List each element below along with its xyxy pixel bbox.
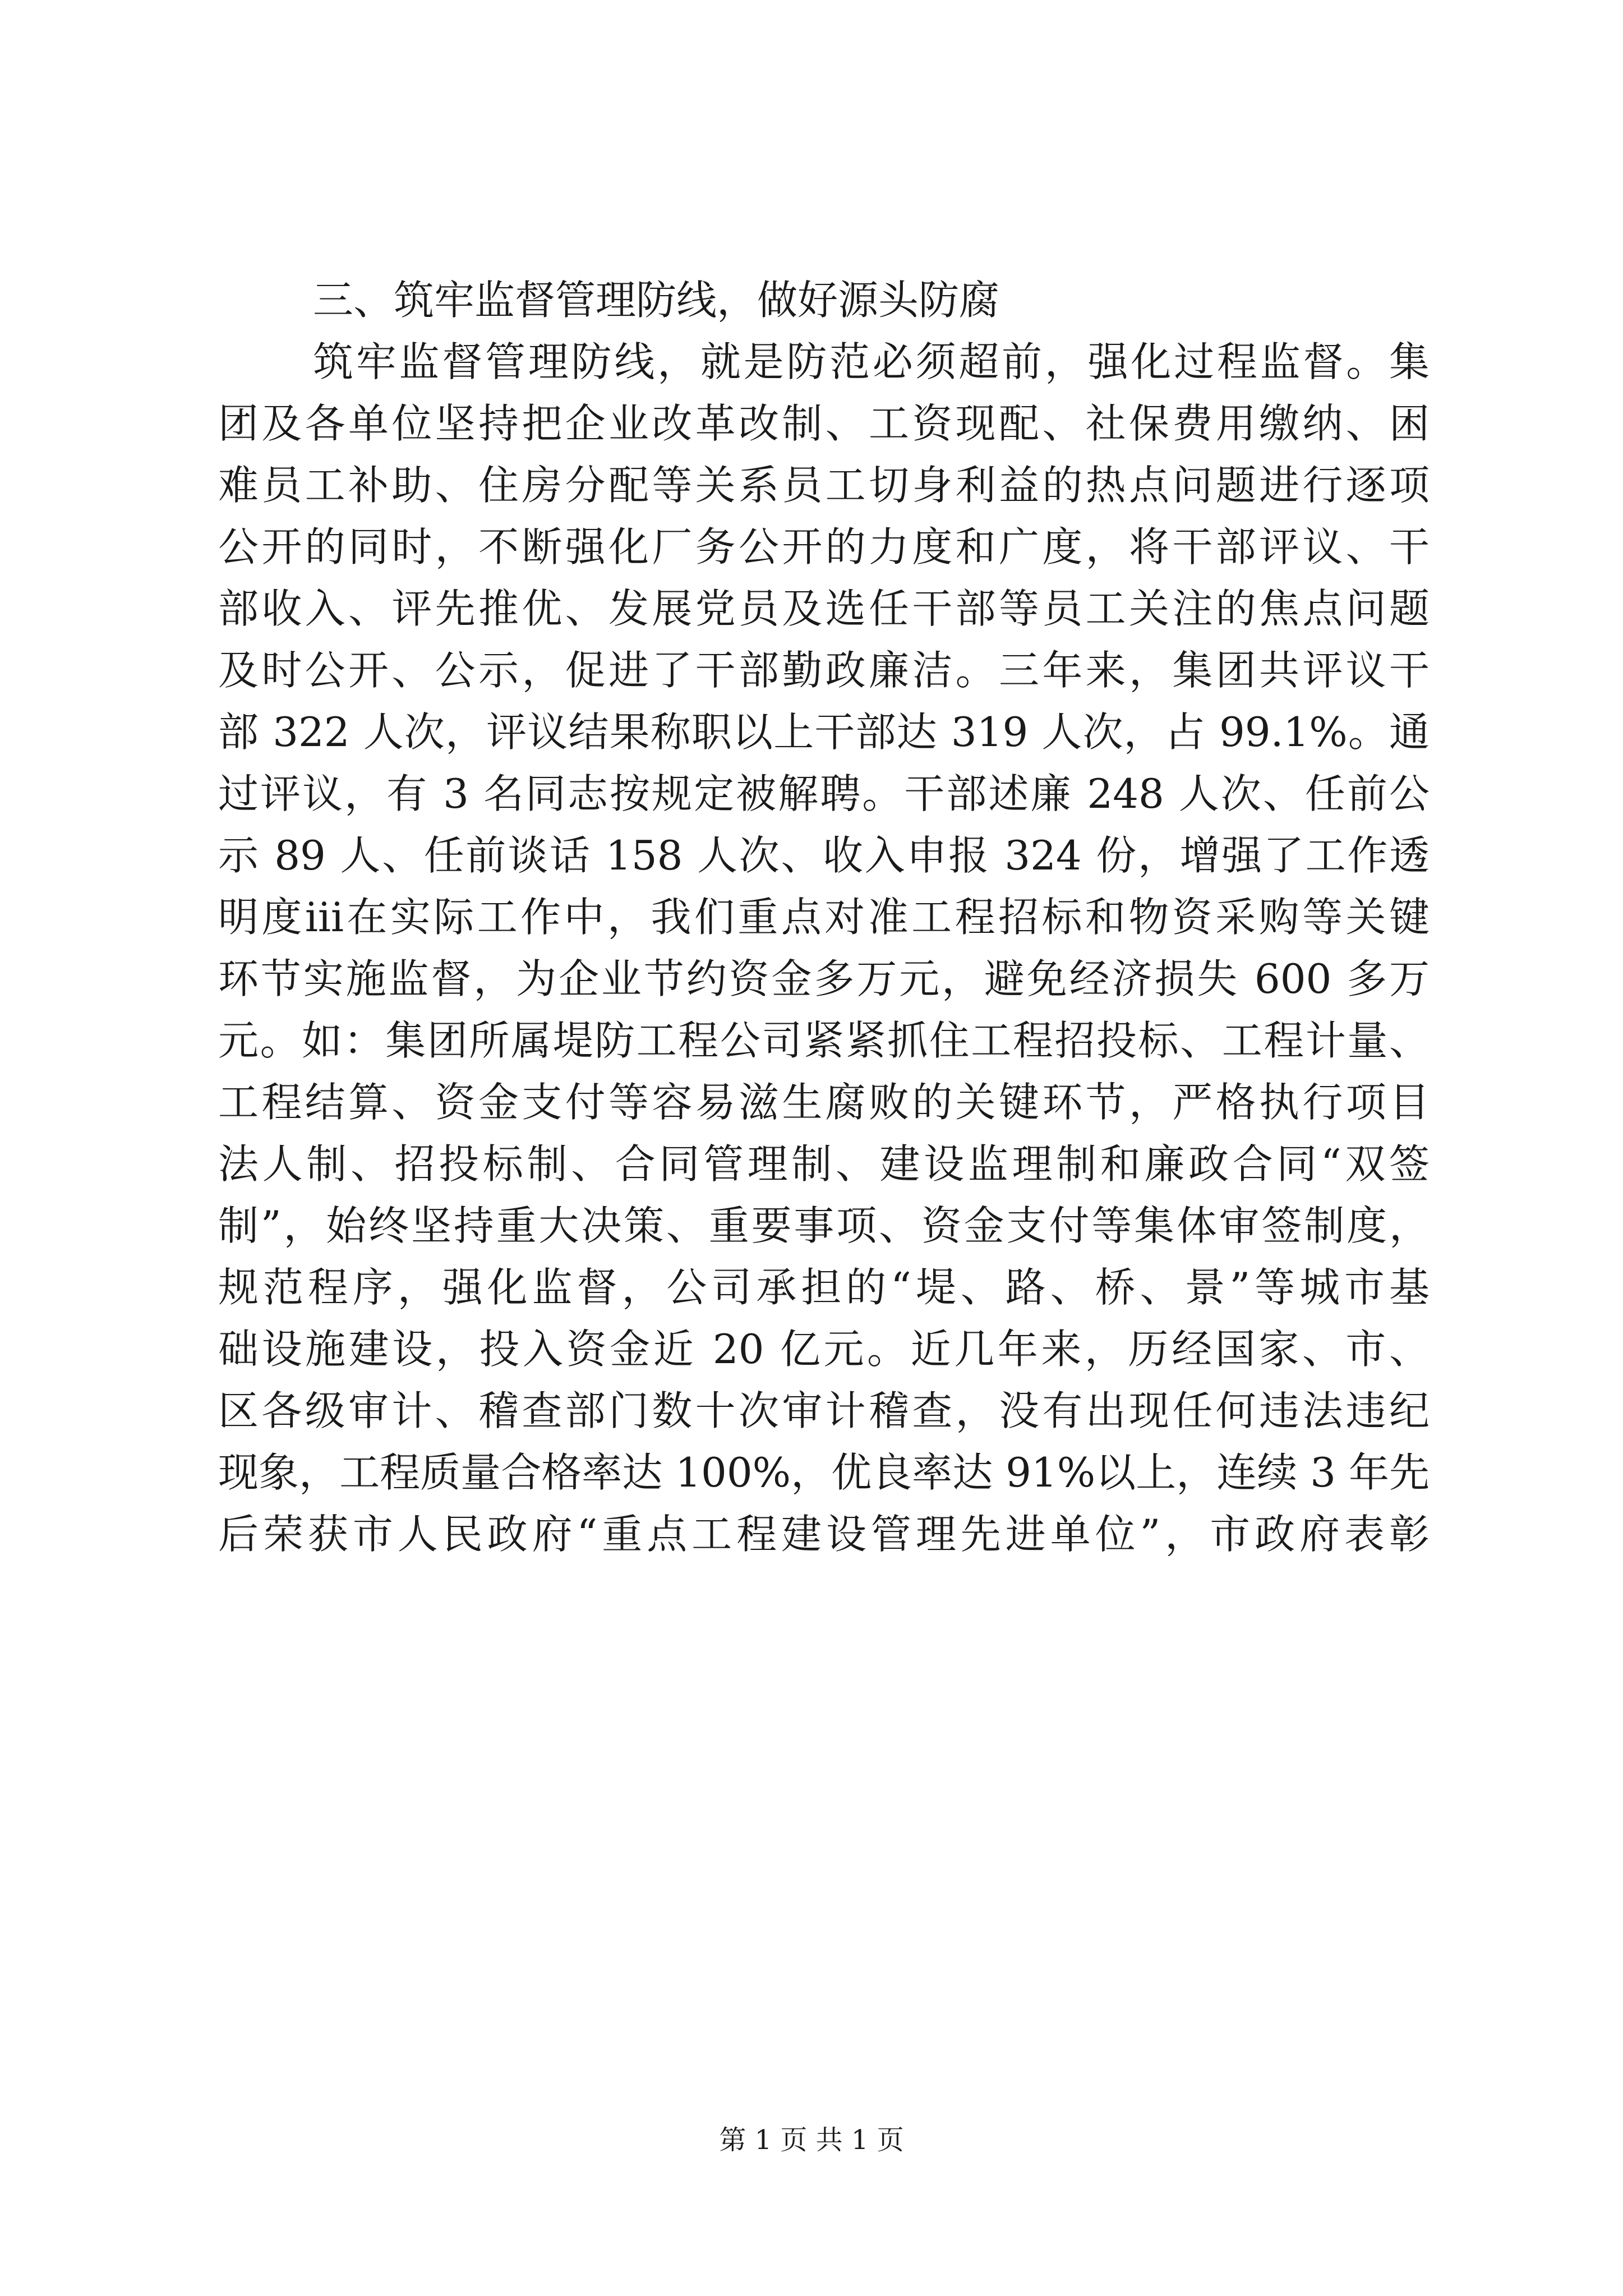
paragraph-line: 部收入、评先推优、发展党员及选任干部等员工关注的焦点问题	[218, 585, 1430, 632]
paragraph-line: 元。如：集团所属堤防工程公司紧紧抓住工程招投标、工程计量、	[218, 1017, 1430, 1064]
paragraph-line: 及时公开、公示，促进了干部勤政廉洁。三年来，集团共评议干	[218, 647, 1430, 694]
paragraph-line: 难员工补助、住房分配等关系员工切身利益的热点问题进行逐项	[218, 462, 1430, 509]
paragraph-line: 明度ⅲ在实际工作中，我们重点对准工程招标和物资采购等关键	[218, 894, 1430, 941]
paragraph-line: 环节实施监督，为企业节约资金多万元，避免经济损失 600 多万	[218, 955, 1430, 1002]
section-heading: 三、筑牢监督管理防线，做好源头防腐	[313, 277, 1000, 324]
paragraph-line: 工程结算、资金支付等容易滋生腐败的关键环节，严格执行项目	[218, 1079, 1430, 1126]
paragraph-line: 规范程序，强化监督，公司承担的“堤、路、桥、景”等城市基	[218, 1264, 1430, 1311]
paragraph-line: 法人制、招投标制、合同管理制、建设监理制和廉政合同“双签	[218, 1140, 1430, 1188]
paragraph-line: 制”，始终坚持重大决策、重要事项、资金支付等集体审签制度，	[218, 1202, 1430, 1249]
paragraph-line: 部 322 人次，评议结果称职以上干部达 319 人次，占 99.1%。通	[218, 708, 1430, 756]
paragraph-line: 筑牢监督管理防线，就是防范必须超前，强化过程监督。集	[313, 338, 1430, 385]
paragraph-line: 后荣获市人民政府“重点工程建设管理先进单位”，市政府表彰	[218, 1511, 1430, 1558]
paragraph-line: 础设施建设，投入资金近 20 亿元。近几年来，历经国家、市、	[218, 1326, 1430, 1373]
paragraph-line: 示 89 人、任前谈话 158 人次、收入申报 324 份，增强了工作透	[218, 832, 1430, 879]
paragraph-line: 现象，工程质量合格率达 100%，优良率达 91%以上，连续 3 年先	[218, 1449, 1430, 1496]
paragraph-line: 区各级审计、稽查部门数十次审计稽查，没有出现任何违法违纪	[218, 1387, 1430, 1434]
paragraph-line: 团及各单位坚持把企业改革改制、工资现配、社保费用缴纳、困	[218, 400, 1430, 447]
page-footer: 第 1 页 共 1 页	[719, 2124, 904, 2156]
paragraph-line: 过评议，有 3 名同志按规定被解聘。干部述廉 248 人次、任前公	[218, 770, 1430, 817]
paragraph-line: 公开的同时，不断强化厂务公开的力度和广度，将干部评议、干	[218, 523, 1430, 570]
